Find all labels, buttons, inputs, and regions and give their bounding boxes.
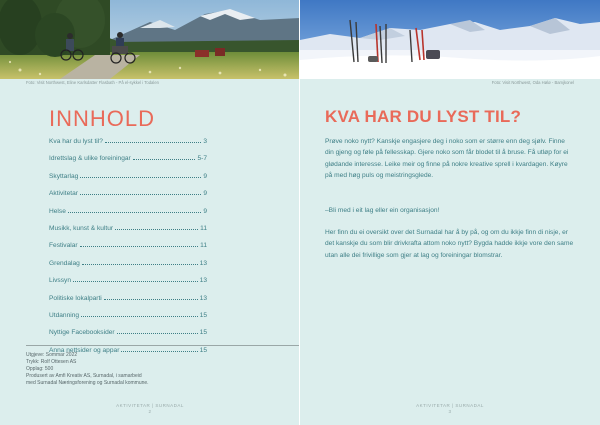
toc-entry[interactable]: [49, 295, 207, 312]
cycling-photo: [0, 0, 300, 79]
toc-entry[interactable]: [49, 138, 207, 155]
divider-line: [26, 345, 300, 346]
toc-entry-page: 15: [199, 346, 207, 354]
toc-entry-label: Festivalar: [49, 242, 78, 250]
toc-entry-page: 13: [199, 294, 207, 302]
footer-label: AKTIVITETAR | SURNADAL: [416, 403, 484, 408]
toc-entry-page: 15: [199, 329, 207, 337]
toc-leader-dots: [73, 277, 198, 282]
toc-entry-label: Anna nettsider og appar: [49, 346, 120, 354]
toc-leader-dots: [80, 190, 201, 195]
toc-entry-label: Helse: [49, 207, 66, 215]
toc-entry-page: 13: [199, 277, 207, 285]
imprint-block: [26, 352, 149, 387]
toc-entry[interactable]: [49, 242, 207, 259]
toc-entry-page: 11: [200, 224, 207, 232]
toc-leader-dots: [80, 242, 199, 247]
toc-leader-dots: [121, 347, 197, 352]
toc-entry[interactable]: [49, 312, 207, 329]
toc-entry-label: Musikk, kunst & kultur: [49, 224, 114, 232]
imprint-line: Utgjeve: Sommar 2022: [26, 352, 78, 358]
toc-entry[interactable]: [49, 208, 207, 225]
toc-leader-dots: [80, 173, 201, 178]
page-title: KVA HAR DU LYST TIL?: [325, 107, 522, 126]
page-footer: [300, 403, 600, 415]
toc-entry-page: 5-7: [197, 155, 207, 163]
toc-entry-label: Idrettslag & ulike foreiningar: [49, 155, 131, 163]
toc-leader-dots: [105, 138, 201, 143]
page-footer: [0, 403, 300, 415]
overview-paragraph: Her finn du ei oversikt over det Surnadal har å by på, og om du ikkje finn di nisje, er det kanskje du som blir drivkrafta attom noko nytt? Bygda hadde ikkje vore den same utan alle dei frivillige som gjer at lag og foreiningar blomstrar.: [325, 229, 574, 259]
table-of-contents: [49, 138, 207, 364]
toc-entry-label: Aktivitetar: [49, 190, 78, 198]
toc-entry-label: Grendalag: [49, 259, 80, 267]
toc-leader-dots: [104, 295, 198, 300]
page-number: 2: [148, 409, 152, 414]
toc-entry[interactable]: [49, 225, 207, 242]
toc-entry-label: Utdanning: [49, 311, 80, 319]
toc-entry-label: Nyttige Facebooksider: [49, 329, 115, 337]
call-to-action-paragraph: –Bli med i eit lag eller ein organisasjon!: [325, 207, 440, 214]
toc-entry-label: Livssyn: [49, 277, 71, 285]
toc-entry[interactable]: [49, 260, 207, 277]
toc-entry-label: Kva har du lyst til?: [49, 138, 103, 145]
toc-entry-page: 9: [203, 190, 207, 198]
footer-label: AKTIVITETAR | SURNADAL: [116, 403, 184, 408]
toc-heading: INNHOLD: [49, 106, 156, 131]
photo-credit: Foto: Visit Northwest, Eline Karlsdatter Flasbath - På el-sykkel i Todalen: [26, 80, 159, 85]
right-page: [300, 0, 600, 425]
intro-paragraph: Prøve noko nytt? Kanskje engasjere deg i noko som er større enn deg sjølv. Finne din gjeng og føle på fellesskap. Gjere noko som får blodet til å bruse. Få utløp for ei glødande interesse. Leike meir og finne på nokre kreative sprell i kvardagen. Køyre på med høg puls og meistringsglede.: [325, 138, 569, 180]
toc-entry[interactable]: [49, 155, 207, 172]
toc-entry-page: 9: [203, 207, 207, 215]
toc-leader-dots: [82, 260, 198, 265]
toc-entry[interactable]: [49, 190, 207, 207]
toc-entry-page: 13: [199, 259, 207, 267]
toc-entry-label: Politiske lokalparti: [49, 294, 102, 302]
toc-entry[interactable]: [49, 277, 207, 294]
toc-entry-page: 15: [199, 311, 207, 319]
toc-entry-page: 3: [203, 138, 207, 145]
toc-entry[interactable]: [49, 173, 207, 190]
toc-entry-page: 11: [200, 242, 207, 250]
page-number: 3: [448, 409, 452, 414]
imprint-line: Trykk: Rolf Ottesen AS: [26, 359, 77, 365]
toc-entry-page: 9: [203, 172, 207, 180]
toc-leader-dots: [68, 208, 201, 213]
imprint-line: med Surnadal Næringsforening og Surnadal kommune.: [26, 380, 149, 386]
skiing-photo: [300, 0, 600, 79]
photo-credit: Foto: Visit Northwest, Oda Hølø - Bamjkonel: [491, 80, 574, 85]
imprint-line: Opplag: 500: [26, 366, 54, 372]
toc-leader-dots: [133, 155, 196, 160]
toc-leader-dots: [81, 312, 198, 317]
toc-entry-label: Skyttarlag: [49, 172, 79, 180]
toc-leader-dots: [117, 329, 198, 334]
imprint-line: Produsert av Amfi Kreativ AS, Surnadal, i samarbeid: [26, 373, 142, 379]
toc-leader-dots: [115, 225, 198, 230]
